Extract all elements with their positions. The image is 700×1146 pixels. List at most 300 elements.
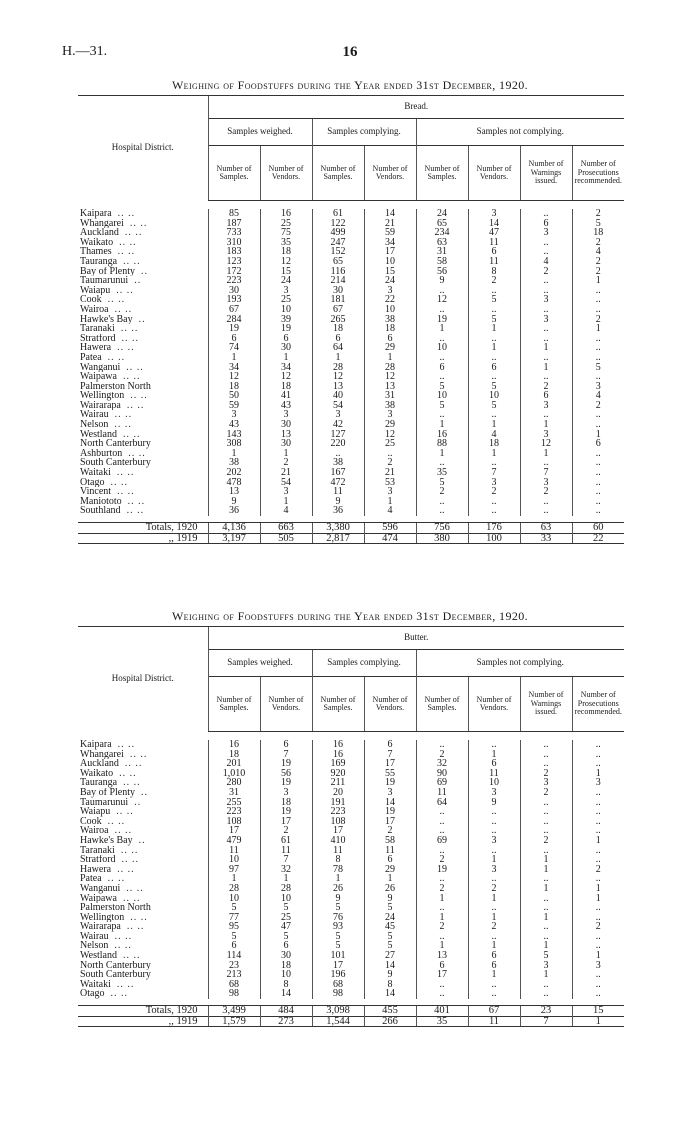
totals-row — [78, 1006, 624, 1017]
table-cell: 5 — [364, 941, 416, 951]
table-cell: .. — [572, 343, 624, 353]
table-cell: 1 — [208, 874, 260, 884]
leader-dots: .. .. — [119, 768, 137, 779]
group-header: Samples complying. — [312, 119, 416, 146]
table-row — [78, 497, 624, 507]
table-cell: 24 — [364, 276, 416, 286]
table-cell: 284 — [208, 315, 260, 325]
table-cell: 5 — [260, 903, 312, 913]
table-cell: .. — [572, 449, 624, 459]
table-cell: 920 — [312, 769, 364, 779]
table-cell: .. — [572, 759, 624, 769]
district-name: Wanganui — [80, 883, 121, 894]
table-cell: 6 — [260, 740, 312, 750]
table-cell: 1 — [468, 941, 520, 951]
table-cell: 127 — [312, 430, 364, 440]
table-cell: 6 — [520, 391, 572, 401]
table-cell: 8 — [468, 267, 520, 277]
table-row — [78, 778, 624, 788]
district-name: Tauranga — [80, 256, 118, 267]
table-cell: 6 — [260, 941, 312, 951]
table-row — [78, 324, 624, 334]
table-cell: 5 — [312, 941, 364, 951]
table-cell: .. — [416, 903, 468, 913]
district-name: Hawera — [80, 864, 112, 875]
table-cell: 2 — [468, 922, 520, 932]
table-cell: 2 — [520, 788, 572, 798]
table-cell: 64 — [416, 798, 468, 808]
table-cell: .. — [520, 826, 572, 836]
table-cell: .. — [572, 826, 624, 836]
table-cell: .. — [468, 807, 520, 817]
table-cell: .. — [572, 497, 624, 507]
leader-dots: .. .. — [120, 324, 139, 334]
table-cell: 67 — [312, 305, 364, 315]
table-cell: 2 — [416, 487, 468, 497]
district-name: North Canterbury — [80, 439, 151, 449]
table-cell: 1 — [416, 324, 468, 334]
table-cell: 10 — [416, 343, 468, 353]
totals-cell: 266 — [364, 1016, 416, 1027]
table-cell: 14 — [364, 989, 416, 999]
table-cell: 2 — [572, 401, 624, 411]
table-cell: .. — [520, 922, 572, 932]
table-cell: 1 — [572, 951, 624, 961]
district-name: Hawera — [80, 343, 112, 353]
table-cell: 39 — [260, 315, 312, 325]
table-cell: .. — [468, 334, 520, 344]
leader-dots: .. .. — [129, 749, 148, 760]
table-cell: 29 — [364, 343, 416, 353]
table-cell: .. — [572, 970, 624, 980]
table-cell: .. — [416, 874, 468, 884]
table-cell: 2 — [468, 884, 520, 894]
table-cell: 64 — [312, 343, 364, 353]
table-cell: 1 — [572, 324, 624, 334]
table-cell: 223 — [208, 276, 260, 286]
table-cell: 17 — [364, 247, 416, 257]
table-cell: .. — [468, 410, 520, 420]
table-cell: .. — [416, 458, 468, 468]
table-row — [78, 970, 624, 980]
table-cell: 6 — [364, 855, 416, 865]
table-cell: 1 — [364, 353, 416, 363]
table-cell: 3 — [520, 778, 572, 788]
table-cell: 247 — [312, 238, 364, 248]
table-cell: 9 — [364, 894, 416, 904]
table-cell: .. — [572, 305, 624, 315]
table-cell: .. — [520, 759, 572, 769]
totals-cell: 100 — [468, 533, 520, 544]
table-cell: 733 — [208, 228, 260, 238]
table-row — [78, 913, 624, 923]
district-name: Westland — [80, 429, 117, 440]
leader-dots: .. .. — [117, 209, 136, 219]
table-row — [78, 506, 624, 516]
table-cell: 3 — [520, 315, 572, 325]
table-cell: .. — [572, 458, 624, 468]
table-row — [78, 980, 624, 990]
table-cell: 3 — [468, 209, 520, 219]
table-cell: 2 — [572, 315, 624, 325]
table-cell: 13 — [312, 382, 364, 392]
table-cell: 26 — [364, 884, 416, 894]
table-cell: .. — [416, 932, 468, 942]
table-cell: 193 — [208, 295, 260, 305]
table-cell: 211 — [312, 778, 364, 788]
leader-dots: .. .. — [107, 352, 126, 363]
table-row — [78, 922, 624, 932]
table-cell: 5 — [572, 363, 624, 373]
table-cell: .. — [468, 874, 520, 884]
table-row — [78, 487, 624, 497]
table-cell: 310 — [208, 238, 260, 248]
table-cell: 76 — [312, 913, 364, 923]
table-cell: 67 — [208, 305, 260, 315]
table-cell: .. — [572, 372, 624, 382]
table-cell: .. — [468, 980, 520, 990]
table-cell: 14 — [364, 209, 416, 219]
district-name: Westland — [80, 951, 117, 961]
table-cell: .. — [416, 980, 468, 990]
table-cell: 202 — [208, 468, 260, 478]
table-cell: .. — [572, 855, 624, 865]
table-cell: 479 — [208, 836, 260, 846]
table-cell: 40 — [312, 391, 364, 401]
table-cell: 54 — [312, 401, 364, 411]
table-cell: 35 — [260, 238, 312, 248]
table-cell: 6 — [260, 334, 312, 344]
table-cell: 3 — [520, 961, 572, 971]
totals-label: Totals, 1920 — [78, 523, 208, 534]
table-cell: 12 — [260, 257, 312, 267]
district-name: Patea — [80, 874, 102, 884]
table-cell: 19 — [364, 778, 416, 788]
table-cell: 32 — [260, 865, 312, 875]
totals-cell: 1,544 — [312, 1016, 364, 1027]
table-cell: 9 — [208, 497, 260, 507]
table-cell: 2 — [260, 458, 312, 468]
table-cell: 8 — [364, 980, 416, 990]
table-cell: 28 — [260, 884, 312, 894]
leader-dots: .. .. — [124, 759, 143, 769]
district-name: Waitaki — [80, 468, 111, 478]
district-name: Wairoa — [80, 304, 109, 315]
table-cell: .. — [520, 353, 572, 363]
totals-cell: 1 — [572, 1016, 624, 1027]
table-row — [78, 449, 624, 459]
table-cell: 31 — [364, 391, 416, 401]
table-cell: 1 — [468, 913, 520, 923]
table-cell: 5 — [312, 903, 364, 913]
table-cell: 116 — [312, 267, 364, 277]
table-cell: .. — [416, 497, 468, 507]
table-cell: 54 — [260, 478, 312, 488]
totals-cell: 2,817 — [312, 533, 364, 544]
table-cell: 65 — [416, 219, 468, 229]
table-row — [78, 769, 624, 779]
leader-dots: .. .. — [117, 343, 135, 353]
district-name: Thames — [80, 247, 112, 257]
table-cell: 201 — [208, 759, 260, 769]
table-cell: 255 — [208, 798, 260, 808]
table-cell: 14 — [364, 961, 416, 971]
table-cell: 4 — [364, 506, 416, 516]
table-row — [78, 788, 624, 798]
district-name: Bay of Plenty — [80, 266, 135, 277]
group-header: Samples not complying. — [416, 119, 624, 146]
table-cell: .. — [416, 305, 468, 315]
table-cell: .. — [572, 980, 624, 990]
leader-dots: .. .. — [122, 429, 141, 440]
table-cell: 61 — [260, 836, 312, 846]
table-cell: 5 — [468, 382, 520, 392]
table-cell: 17 — [416, 970, 468, 980]
leader-dots: .. .. — [116, 807, 134, 817]
totals-cell: 505 — [260, 533, 312, 544]
table-cell: 65 — [312, 257, 364, 267]
totals-cell: 22 — [572, 533, 624, 544]
table-row — [78, 884, 624, 894]
table-cell: 4 — [468, 430, 520, 440]
table-cell: 11 — [312, 487, 364, 497]
table-cell: 7 — [468, 468, 520, 478]
district-name: North Canterbury — [80, 960, 151, 971]
table-cell: 19 — [260, 778, 312, 788]
totals-cell: 11 — [468, 1016, 520, 1027]
table-row — [78, 286, 624, 296]
bread-header-row — [78, 96, 624, 119]
column-header: Number of Samples. — [208, 146, 260, 201]
table-row — [78, 401, 624, 411]
table-row — [78, 305, 624, 315]
table-cell: 10 — [416, 391, 468, 401]
table-cell: .. — [416, 740, 468, 750]
table-cell: 20 — [312, 788, 364, 798]
table-row — [78, 798, 624, 808]
table-row — [78, 391, 624, 401]
leader-dots: .. .. — [114, 420, 132, 430]
table-cell: 5 — [208, 903, 260, 913]
table-cell: 4 — [572, 247, 624, 257]
table-cell: 2 — [416, 922, 468, 932]
table-cell: 16 — [312, 740, 364, 750]
table-cell: 68 — [312, 980, 364, 990]
totals-cell: 67 — [468, 1006, 520, 1017]
table-cell: 6 — [208, 941, 260, 951]
table-cell: 35 — [416, 468, 468, 478]
table-row — [78, 807, 624, 817]
table-cell: 167 — [312, 468, 364, 478]
table-cell: 2 — [572, 257, 624, 267]
leader-dots: .. .. — [123, 256, 141, 267]
table-cell: 17 — [312, 961, 364, 971]
table-cell: 6 — [364, 334, 416, 344]
table-cell: 47 — [468, 228, 520, 238]
totals-cell: 4,136 — [208, 523, 260, 534]
table-cell: .. — [520, 305, 572, 315]
district-name: Cook — [80, 816, 102, 827]
table-cell: 15 — [364, 267, 416, 277]
district-name: South Canterbury — [80, 970, 151, 980]
table-cell: .. — [572, 932, 624, 942]
table-cell: 2 — [468, 276, 520, 286]
table-cell: 98 — [312, 989, 364, 999]
table-cell: 17 — [208, 826, 260, 836]
table-cell: 31 — [416, 247, 468, 257]
table-cell: 18 — [208, 750, 260, 760]
table-row — [78, 315, 624, 325]
table-cell: 2 — [572, 209, 624, 219]
district-name: Maniototo — [80, 496, 122, 507]
district-name: Hawke's Bay — [80, 314, 133, 325]
district-name: Waitaki — [80, 979, 111, 990]
totals-row — [78, 533, 624, 544]
table-cell: 12 — [364, 430, 416, 440]
table-cell: 410 — [312, 836, 364, 846]
table-cell: 2 — [364, 458, 416, 468]
table-cell: 28 — [364, 363, 416, 373]
table-cell: 6 — [208, 334, 260, 344]
table-row — [78, 343, 624, 353]
table-cell: 11 — [468, 257, 520, 267]
table-cell: .. — [572, 478, 624, 488]
leader-dots: .. .. — [117, 487, 135, 497]
table-cell: .. — [520, 458, 572, 468]
table-cell: 1 — [572, 430, 624, 440]
table-row — [78, 458, 624, 468]
table-cell: 214 — [312, 276, 364, 286]
table-cell: 478 — [208, 478, 260, 488]
table-cell: .. — [520, 817, 572, 827]
leader-dots: .. .. — [114, 931, 133, 942]
totals-cell: 35 — [416, 1016, 468, 1027]
leader-dots: .. .. — [127, 496, 146, 507]
table-cell: 10 — [364, 257, 416, 267]
table-cell: 1 — [520, 420, 572, 430]
table-cell: 34 — [364, 238, 416, 248]
district-name: Taumarunui — [80, 797, 129, 808]
table-cell: 1 — [572, 276, 624, 286]
table-row — [78, 257, 624, 267]
table-cell: 53 — [364, 478, 416, 488]
totals-cell: 596 — [364, 523, 416, 534]
table-cell: .. — [572, 295, 624, 305]
table-cell: 5 — [364, 903, 416, 913]
table-cell: 63 — [416, 238, 468, 248]
table-cell: 169 — [312, 759, 364, 769]
district-name: Waiapu — [80, 285, 111, 296]
totals-cell: 663 — [260, 523, 312, 534]
table-row — [78, 903, 624, 913]
table-cell: 22 — [364, 295, 416, 305]
table-cell: .. — [572, 334, 624, 344]
table-cell: 11 — [364, 846, 416, 856]
district-name: Nelson — [80, 941, 109, 952]
table-cell: 38 — [364, 401, 416, 411]
table-row — [78, 826, 624, 836]
table-cell: 196 — [312, 970, 364, 980]
leader-dots: .. .. — [107, 295, 126, 305]
table-row — [78, 219, 624, 229]
bread-commodity-label: Bread. — [208, 96, 624, 119]
table-cell: 7 — [364, 750, 416, 760]
table-row — [78, 295, 624, 305]
table-cell: 1 — [260, 497, 312, 507]
table-row — [78, 941, 624, 951]
table-cell: 7 — [260, 750, 312, 760]
table-row — [78, 372, 624, 382]
page-reference: H.—31. — [62, 44, 108, 59]
table-cell: 31 — [208, 788, 260, 798]
district-name: Auckland — [80, 759, 119, 769]
district-name: Stratford — [80, 333, 116, 344]
table-cell: .. — [416, 989, 468, 999]
table-cell: 9 — [312, 497, 364, 507]
table-cell: 9 — [468, 798, 520, 808]
table-cell: 24 — [260, 276, 312, 286]
district-name: Whangarei — [80, 749, 124, 760]
table-cell: 16 — [208, 740, 260, 750]
table-cell: 18 — [572, 228, 624, 238]
column-header: Number of Samples. — [312, 146, 364, 201]
table-cell: 3 — [260, 487, 312, 497]
table-cell: 3 — [572, 961, 624, 971]
totals-cell: 15 — [572, 1006, 624, 1017]
table-cell: 21 — [260, 468, 312, 478]
table-cell: 98 — [208, 989, 260, 999]
table-cell: 12 — [312, 372, 364, 382]
table-cell: 3 — [364, 788, 416, 798]
leader-dots: .. .. — [117, 864, 135, 875]
table-cell: 30 — [260, 343, 312, 353]
table-cell: .. — [572, 817, 624, 827]
table-cell: 6 — [468, 759, 520, 769]
table-cell: 10 — [468, 391, 520, 401]
table-cell: 6 — [572, 439, 624, 449]
table-cell: .. — [468, 286, 520, 296]
table-cell: 1 — [520, 865, 572, 875]
column-header: Number of Vendors. — [260, 146, 312, 201]
column-header: Number of Vendors. — [364, 146, 416, 201]
table-cell: 2 — [416, 750, 468, 760]
table-cell: 1 — [520, 941, 572, 951]
butter-header-row — [78, 627, 624, 650]
totals-cell: 3,380 — [312, 523, 364, 534]
table-row — [78, 989, 624, 999]
table-row — [78, 874, 624, 884]
table-cell: 12 — [520, 439, 572, 449]
table-cell: 85 — [208, 209, 260, 219]
totals-cell: 273 — [260, 1016, 312, 1027]
table-cell: 3 — [312, 410, 364, 420]
column-header: Number of Vendors. — [260, 677, 312, 732]
table-cell: 1 — [468, 970, 520, 980]
table-cell: 13 — [364, 382, 416, 392]
table-cell: .. — [468, 506, 520, 516]
table-cell: 18 — [260, 247, 312, 257]
table-cell: 25 — [260, 295, 312, 305]
table-cell: .. — [572, 487, 624, 497]
table-cell: 21 — [364, 468, 416, 478]
district-name: Nelson — [80, 420, 109, 430]
table-row — [78, 334, 624, 344]
table-cell: 152 — [312, 247, 364, 257]
leader-dots: .. .. — [122, 893, 141, 904]
table-row — [78, 420, 624, 430]
totals-cell: 7 — [520, 1016, 572, 1027]
table-cell: 1 — [312, 353, 364, 363]
